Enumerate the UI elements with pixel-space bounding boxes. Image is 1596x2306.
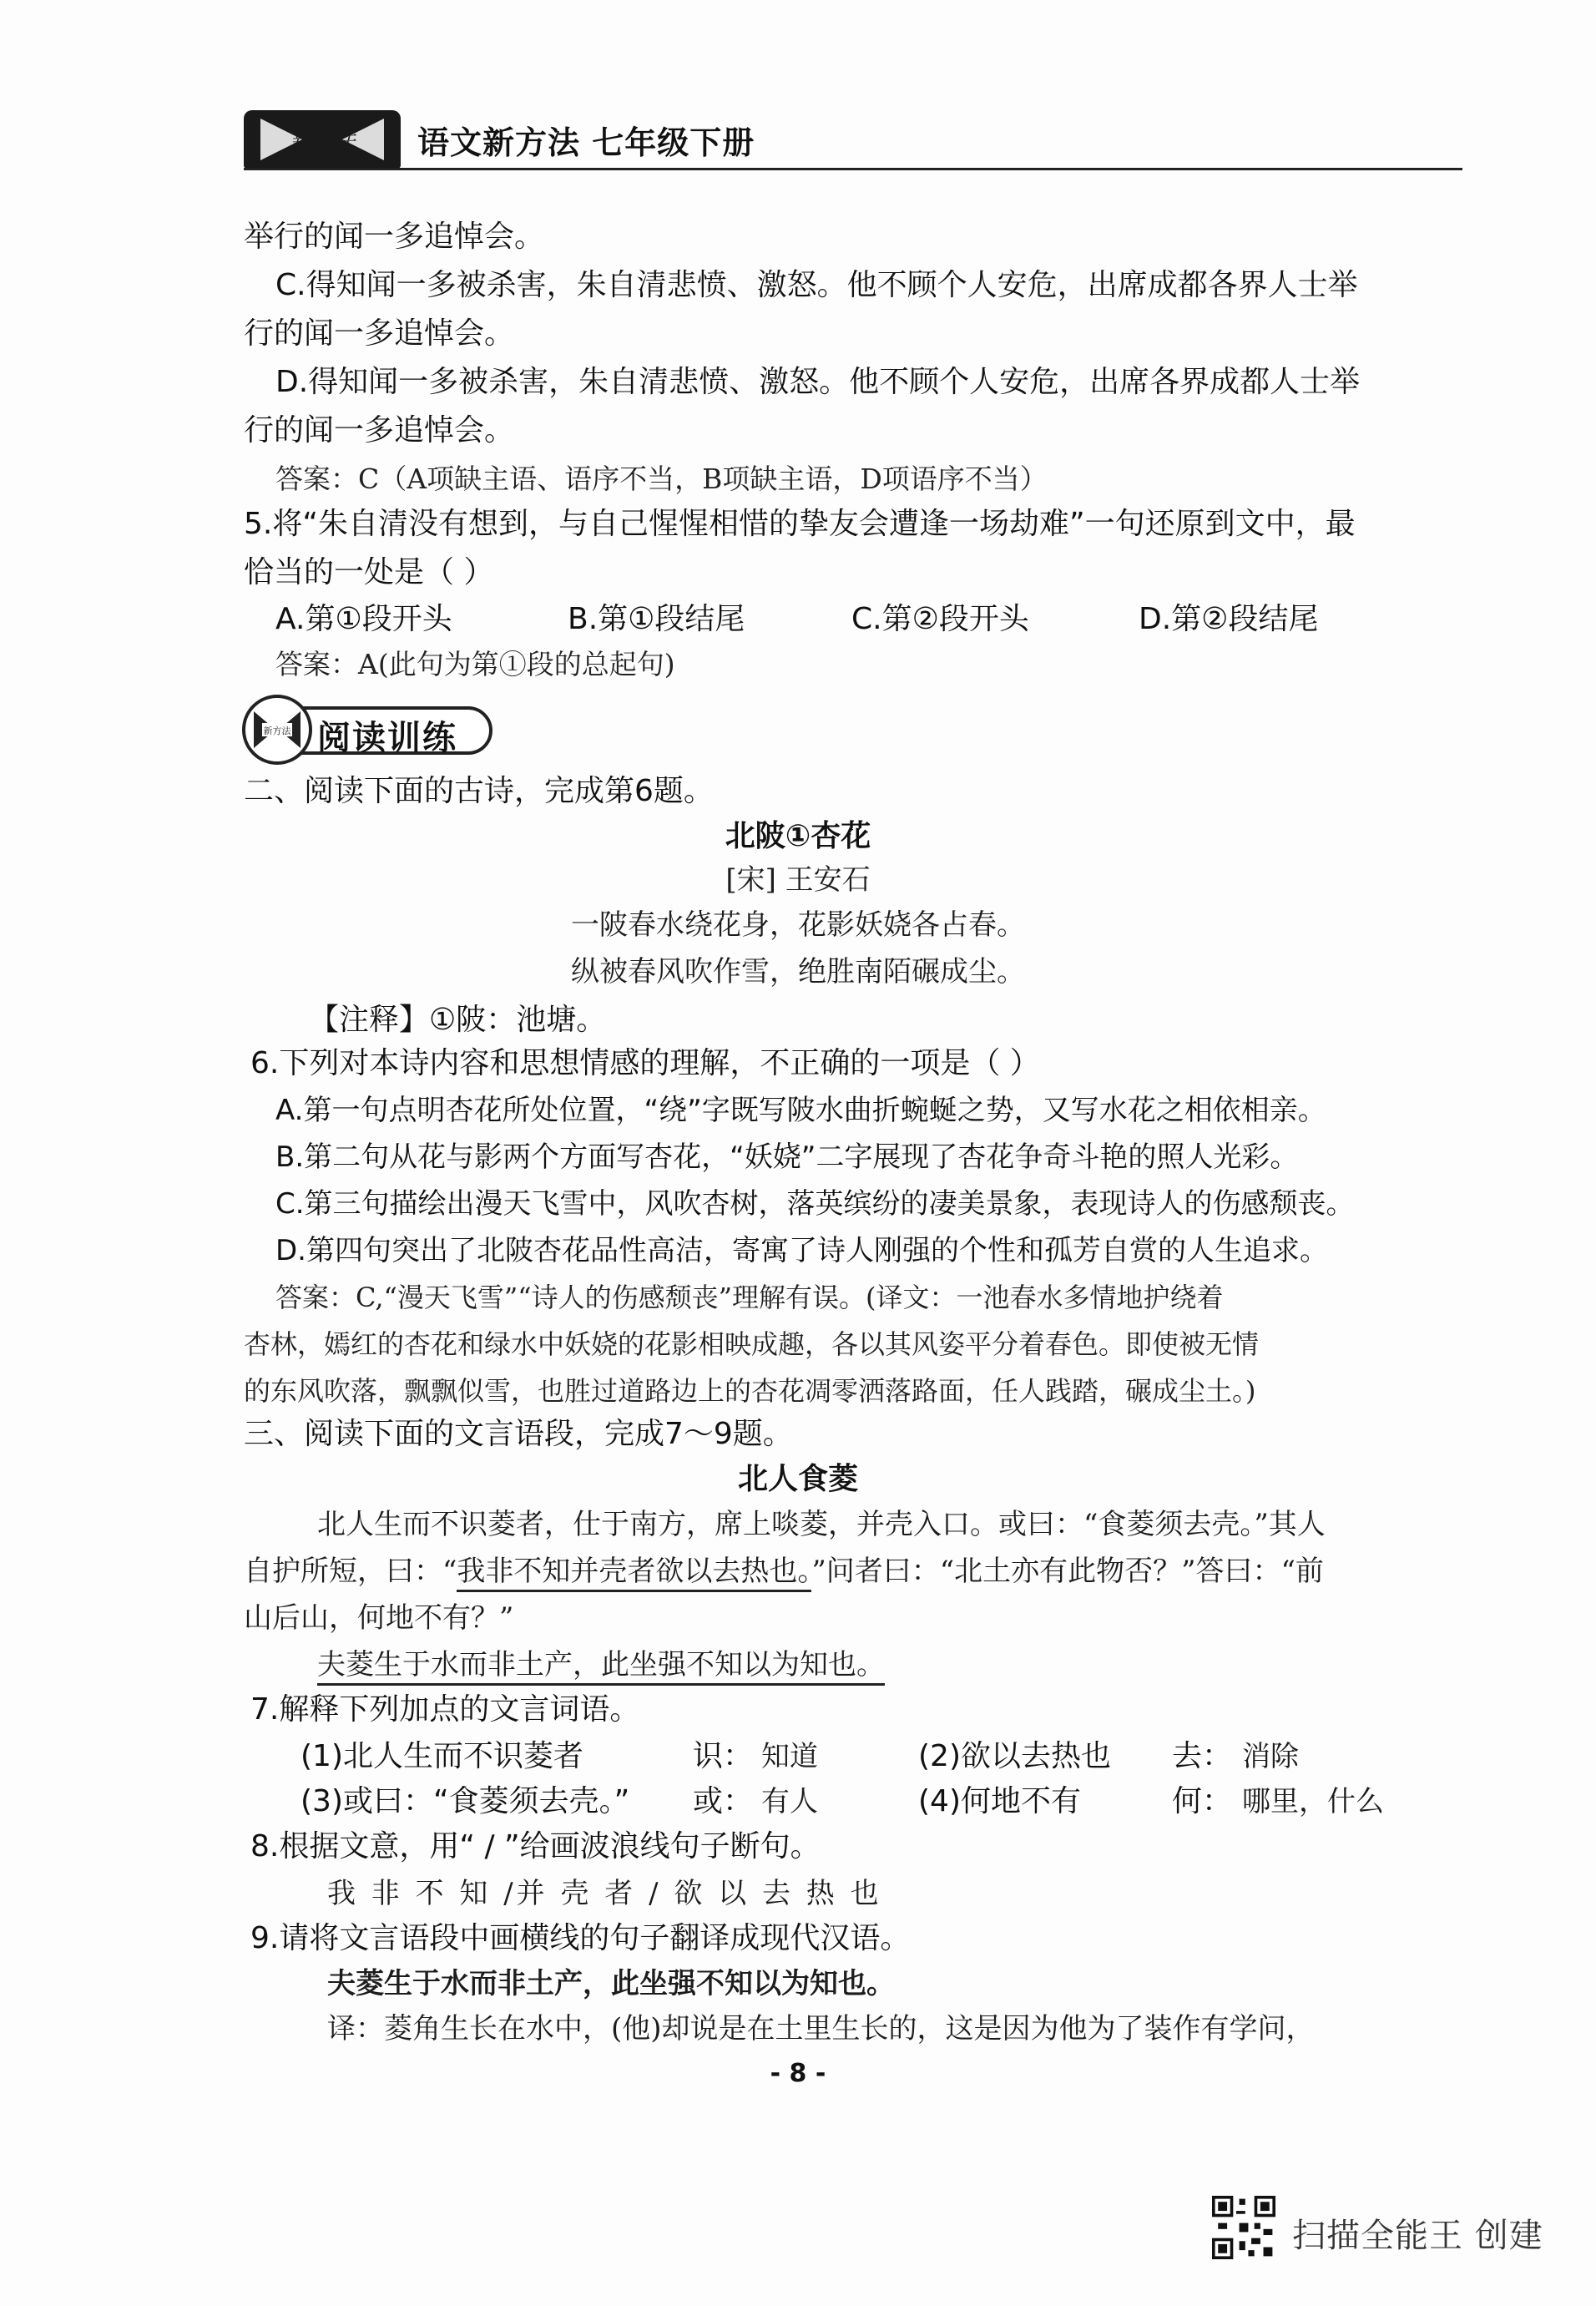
q5-option-d: D.第②段结尾 <box>1139 602 1319 636</box>
q6-option-c: C.第三句描绘出漫天飞雪中，风吹杏树，落英缤纷的凄美景象，表现诗人的伤感颓丧。 <box>275 1187 1355 1221</box>
q8-answer: 我 非 不 知 /并 壳 者 / 欲 以 去 热 也 <box>327 1877 882 1910</box>
poem-note: 【注释】①陂：池塘。 <box>309 1003 607 1037</box>
q7-item-1: (1)北人生而不识菱者 <box>301 1739 583 1773</box>
scanner-watermark: 扫描全能王 创建 <box>1292 2217 1543 2255</box>
q8-stem: 8.根据文意，用“ / ”给画波浪线句子断句。 <box>250 1829 821 1864</box>
q4-line: 举行的闻一多追悼会。 <box>244 220 545 254</box>
logo-label: 新方法 <box>289 129 356 154</box>
passage-line3: 山后山，何地不有？” <box>244 1601 514 1635</box>
q6-answer-line2: 杏林，嫣红的杏花和绿水中妖娆的花影相映成趣，各以其风姿平分着春色。即使被无情 <box>244 1328 1260 1360</box>
poem-title: 北陂①杏花 <box>725 819 871 853</box>
underlined-sentence: 夫菱生于水而非土产，此坐强不知以为知也。 <box>317 1648 885 1686</box>
q6-option-a: A.第一句点明杏花所处位置，“绕”字既写陂水曲折蜿蜒之势，又写水花之相依相亲。 <box>275 1094 1326 1127</box>
page-number: - 8 - <box>770 2059 826 2088</box>
part2-heading: 二、阅读下面的古诗，完成第6题。 <box>244 774 714 808</box>
q7-item-4-word: 何： <box>1172 1784 1233 1818</box>
q7-item-2-answer: 消除 <box>1242 1740 1299 1773</box>
q9-sentence: 夫菱生于水而非土产，此坐强不知以为知也。 <box>327 1967 895 2000</box>
q4-answer: 答案：C（A项缺主语、语序不当，B项缺主语，D项语序不当） <box>275 463 1048 495</box>
wavy-underlined-sentence: 我非不知并壳者欲以去热也。 <box>457 1555 811 1592</box>
passage-line2-a: 自护所短，曰：“ <box>244 1555 457 1588</box>
butterfly-logo-icon <box>244 110 401 169</box>
q6-answer-line1: 答案：C,“漫天飞雪”“诗人的伤感颓丧”理解有误。(译文：一池春水多情地护绕着 <box>275 1282 1224 1313</box>
q5-stem-line2: 恰当的一处是（ ） <box>244 555 494 589</box>
q4-option-d-line2: 行的闻一多追悼会。 <box>244 413 515 448</box>
q7-item-3-answer: 有人 <box>761 1785 818 1818</box>
q7-item-4-answer: 哪里，什么 <box>1242 1785 1384 1818</box>
passage-para2 <box>317 1645 885 1685</box>
q4-option-c-line2: 行的闻一多追悼会。 <box>244 316 515 351</box>
q4-option-d-line1: D.得知闻一多被杀害，朱自清悲愤、激怒。他不顾个人安危，出席各界成都人士举 <box>275 365 1361 399</box>
book-title: 语文新方法 七年级下册 <box>417 124 755 161</box>
poem-author: [宋] 王安石 <box>725 863 871 897</box>
q7-item-2-word: 去： <box>1172 1739 1233 1773</box>
q5-option-b: B.第①段结尾 <box>568 602 745 636</box>
section-title: 阅读训练 <box>317 719 457 757</box>
poem-line-2: 纵被春风吹作雪，绝胜南陌碾成尘。 <box>571 955 1025 989</box>
q6-option-d: D.第四句突出了北陂杏花品性高洁，寄寓了诗人刚强的个性和孤芳自赏的人生追求。 <box>275 1234 1328 1267</box>
passage-line2 <box>244 1551 1324 1591</box>
q7-stem: 7.解释下列加点的文言词语。 <box>250 1692 640 1727</box>
q7-item-1-word: 识： <box>693 1739 754 1773</box>
q9-stem: 9.请将文言语段中画横线的句子翻译成现代汉语。 <box>250 1921 911 1955</box>
passage-line2-b: ”问者曰：“北土亦有此物否？”答曰：“前 <box>811 1555 1324 1588</box>
passage-title: 北人食菱 <box>737 1462 858 1496</box>
poem-line-1: 一陂春水绕花身，花影妖娆各占春。 <box>571 908 1025 942</box>
passage-line1: 北人生而不识菱者，仕于南方，席上啖菱，并壳入口。或曰：“食菱须去壳。”其人 <box>317 1508 1326 1541</box>
q9-translation: 译：菱角生长在水中，(他)却说是在土里生长的，这是因为他为了装作有学问， <box>327 2012 1315 2046</box>
q5-stem-line1: 5.将“朱自清没有想到，与自己惺惺相惜的挚友会遭逢一场劫难”一句还原到文中，最 <box>244 507 1356 541</box>
q7-item-3: (3)或曰：“食菱须去壳。” <box>301 1784 630 1818</box>
q7-item-3-word: 或： <box>693 1784 754 1818</box>
badge-emblem <box>242 695 312 765</box>
q6-stem: 6.下列对本诗内容和思想情感的理解，不正确的一项是（ ） <box>250 1046 1040 1080</box>
q6-answer-line3: 的东风吹落，飘飘似雪，也胜过道路边上的杏花凋零洒落路面，任人践踏，碾成尘土。) <box>244 1375 1256 1407</box>
header-rule <box>244 168 1462 170</box>
q7-item-1-answer: 知道 <box>761 1740 818 1773</box>
q5-option-c: C.第②段开头 <box>851 602 1029 636</box>
butterfly-icon <box>250 706 304 753</box>
q7-item-2: (2)欲以去热也 <box>918 1739 1111 1773</box>
q7-item-4: (4)何地不有 <box>918 1784 1081 1818</box>
book-logo <box>244 110 401 169</box>
part3-heading: 三、阅读下面的文言语段，完成7～9题。 <box>244 1417 793 1451</box>
q5-option-a: A.第①段开头 <box>275 602 452 636</box>
q5-answer: 答案：A(此句为第①段的总起句) <box>275 648 675 680</box>
badge-icon-label: 新方法 <box>263 726 291 736</box>
q6-option-b: B.第二句从花与影两个方面写杏花，“妖娆”二字展现了杏花争奇斗艳的照人光彩。 <box>275 1140 1299 1174</box>
qr-code-icon <box>1212 2196 1275 2259</box>
q4-option-c-line1: C.得知闻一多被杀害，朱自清悲愤、激怒。他不顾个人安危，出席成都各界人士举 <box>275 268 1358 302</box>
section-badge <box>242 695 492 765</box>
